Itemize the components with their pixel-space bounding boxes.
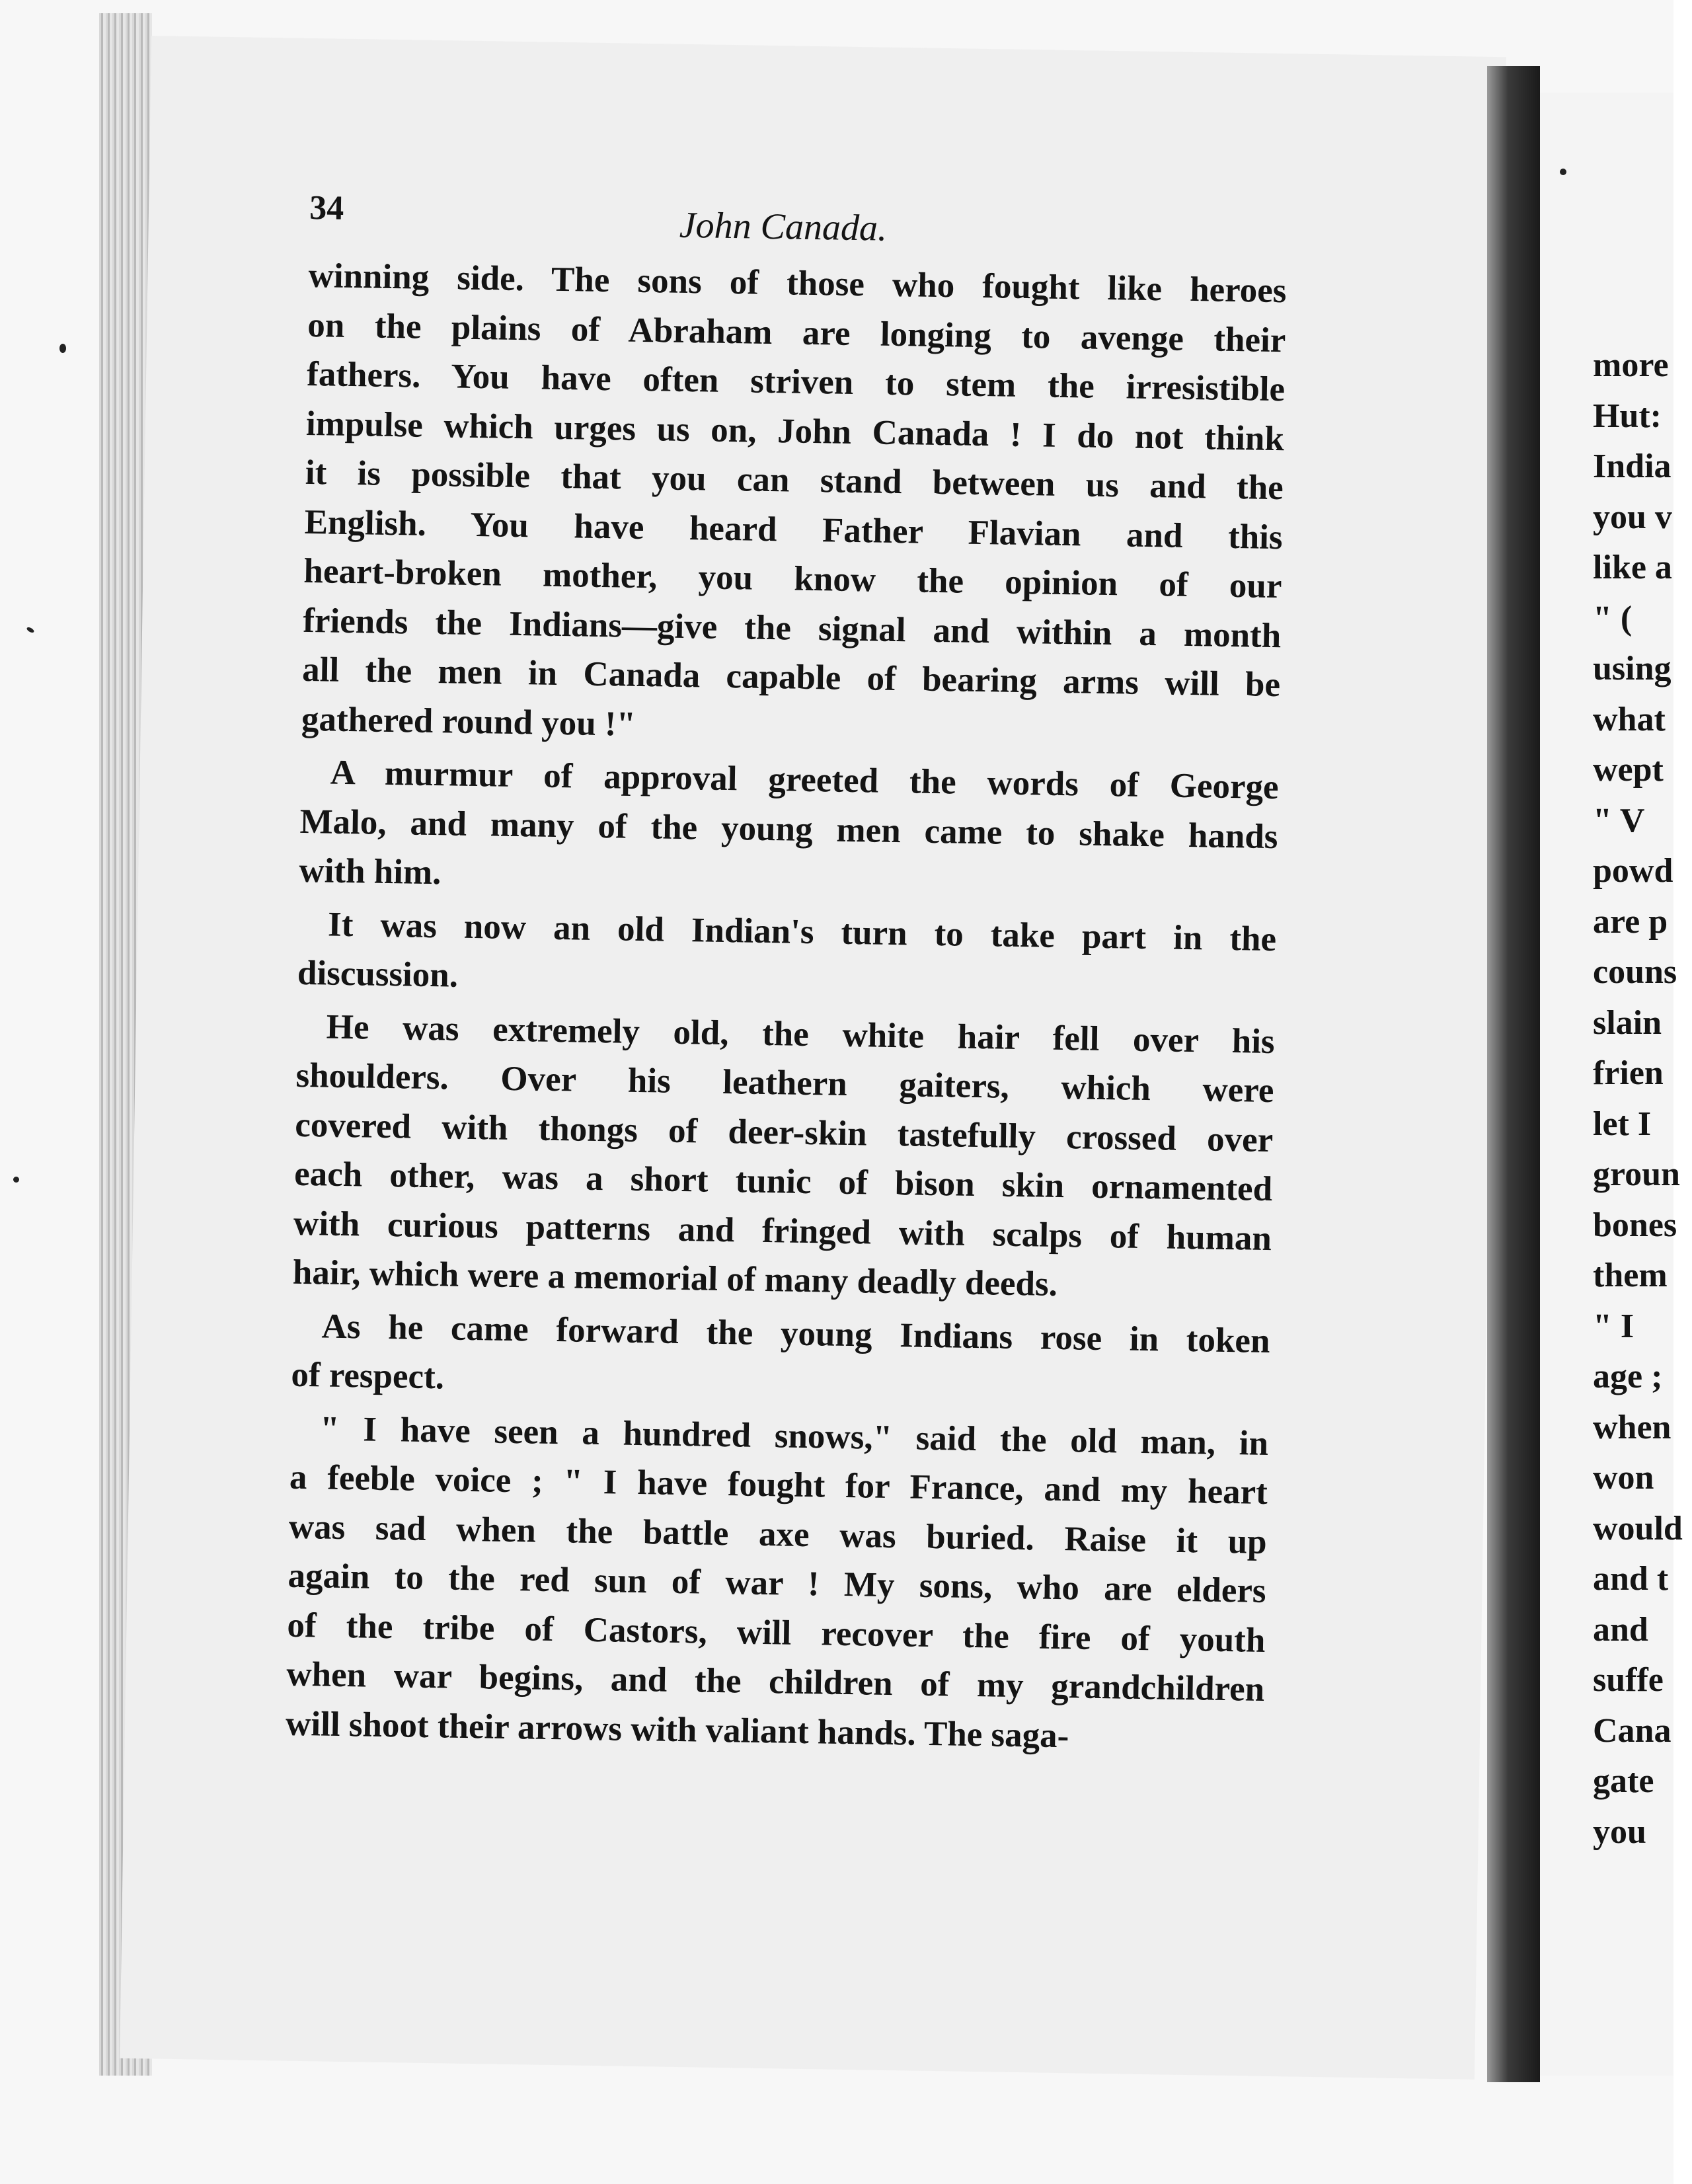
paragraph (299, 748, 1279, 911)
right-page-line-fragment: them (1593, 1257, 1668, 1294)
text-line: As he came forward the young Indians rose in token (321, 1306, 1270, 1360)
right-page-line-fragment: you (1593, 1813, 1646, 1851)
right-page-line-fragment: age ; (1593, 1358, 1663, 1395)
right-page-line-fragment: slain (1593, 1003, 1662, 1042)
paragraph (292, 1001, 1275, 1312)
right-page-line-fragment: when (1593, 1408, 1672, 1446)
text-line: each other, was a short tunic of bison skin ornamented (293, 1154, 1273, 1209)
text-line: covered with thongs of deer-skin tastefully crossed over (294, 1105, 1274, 1159)
right-page-line-fragment: bones (1593, 1206, 1677, 1244)
right-page-line-fragment: gate (1593, 1762, 1654, 1800)
right-page-line-fragment: " ( (1593, 599, 1633, 637)
right-page-line-fragment: frien (1593, 1054, 1664, 1092)
right-page-line-fragment: let I (1593, 1105, 1652, 1143)
text-line: He was extremely old, the white hair fell over his (326, 1007, 1276, 1061)
running-title: John Canada. (679, 204, 888, 249)
text-line: discussion. (297, 953, 459, 995)
right-page-line-fragment: and t (1593, 1560, 1669, 1598)
right-page-line-fragment: using (1593, 650, 1672, 687)
right-page-line-fragment: and (1593, 1610, 1648, 1649)
text-line: again to the red sun of war ! My sons, who are elders (288, 1556, 1266, 1610)
right-page-line-fragment: Hut: (1593, 397, 1662, 435)
text-line: with curious patterns and fringed with scalps of human (293, 1204, 1272, 1258)
text-line: hair, which were a memorial of many deadly deeds. (292, 1253, 1058, 1304)
right-page-line-fragment: India (1593, 448, 1672, 485)
paragraph (291, 1301, 1270, 1415)
text-line: English. You have heard Father Flavian and this (304, 502, 1284, 557)
text-line: shoulders. Over his leathern gaiters, which were (295, 1056, 1274, 1111)
right-page-text-fragments (1593, 340, 1692, 1857)
right-page-line-fragment: are p (1593, 902, 1668, 941)
right-page-line-fragment: suffe (1593, 1661, 1664, 1699)
text-line: It was now an old Indian's turn to take part in the (327, 905, 1277, 958)
text-line: heart-broken mother, you know the opinion of our (303, 551, 1282, 606)
text-line: was sad when the battle axe was buried. Raise it up (288, 1507, 1268, 1561)
right-page-line-fragment: would (1593, 1509, 1683, 1547)
right-page-line-fragment: couns (1593, 953, 1677, 991)
right-page-line-fragment: what (1593, 700, 1666, 738)
paragraph (286, 1403, 1269, 1764)
text-line: when war begins, and the children of my grandchildren (286, 1655, 1265, 1709)
text-line: with him. (298, 851, 442, 892)
text-line: will shoot their arrows with valiant hands. The saga- (285, 1704, 1069, 1755)
text-line: all the men in Canada capable of bearing arms will be (301, 650, 1281, 705)
text-line: friends the Indians—give the signal and within a month (302, 601, 1282, 655)
page-number: 34 (309, 188, 344, 227)
text-line: impulse which urges us on, John Canada ! I do not think (305, 404, 1285, 458)
paragraph (297, 899, 1276, 1013)
text-line: on the plains of Abraham are longing to avenge their (307, 305, 1286, 360)
text-line: it is possible that you can stand between us and the (305, 453, 1284, 508)
text-line: a feeble voice ; " I have fought for France, and my heart (289, 1458, 1268, 1512)
right-page-line-fragment: more (1593, 346, 1669, 384)
text-line: gathered round you !" (301, 699, 636, 744)
body-text (286, 251, 1287, 1764)
right-page-line-fragment: " I (1593, 1307, 1634, 1345)
text-line: " I have seen a hundred snows," said the old man, in (319, 1409, 1269, 1463)
text-line: winning side. The sons of those who fought like heroes (308, 256, 1287, 311)
page-content (286, 132, 1289, 1768)
right-page-line-fragment: powd (1593, 852, 1673, 890)
text-line: fathers. You have often striven to stem the irresistible (306, 354, 1286, 409)
right-page-line-fragment: Cana (1593, 1711, 1672, 1750)
text-line: of the tribe of Castors, will recover the fire of youth (287, 1606, 1266, 1660)
right-page-line-fragment: wept (1593, 751, 1664, 789)
paragraph (301, 251, 1287, 759)
right-page-line-fragment: groun (1593, 1155, 1680, 1193)
right-page-line-fragment: you v (1593, 498, 1672, 536)
text-line: A murmur of approval greeted the words of George (330, 753, 1280, 807)
book-gutter (1487, 66, 1540, 2082)
right-page-line-fragment: won (1593, 1459, 1654, 1497)
text-line: of respect. (291, 1355, 445, 1397)
right-page-line-fragment: " V (1593, 801, 1645, 839)
text-line: Malo, and many of the young men came to shake hands (299, 802, 1278, 856)
running-head (309, 132, 1289, 249)
right-page-line-fragment: like a (1593, 549, 1672, 586)
